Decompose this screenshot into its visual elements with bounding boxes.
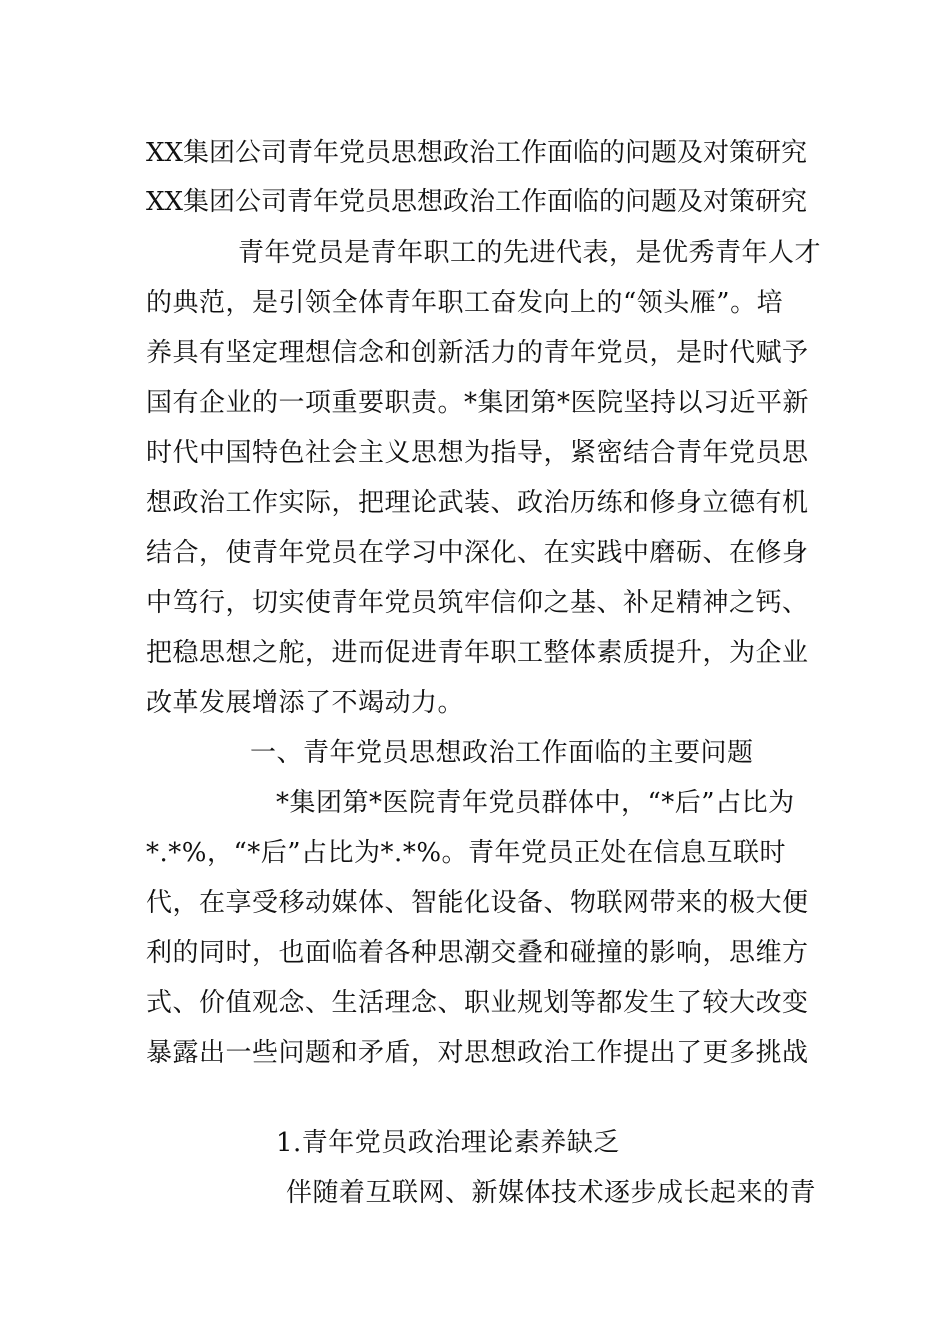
intro-line-5: 时代中国特色社会主义思想为指导，紧密结合青年党员思 <box>146 438 809 468</box>
intro-line-6: 想政治工作实际，把理论武装、政治历练和修身立德有机 <box>146 488 809 518</box>
intro-line-3: 养具有坚定理想信念和创新活力的青年党员，是时代赋予 <box>146 338 809 368</box>
section-line-4: 利的同时，也面临着各种思潮交叠和碰撞的影响，思维方 <box>146 938 809 968</box>
section-line-2: *.*%，“*后”占比为*.*%。青年党员正处在信息互联时 <box>146 838 787 868</box>
intro-line-10: 改革发展增添了不竭动力。 <box>146 688 465 718</box>
section-line-1: *集团第*医院青年党员群体中，“*后”占比为 <box>276 788 795 818</box>
section-line-6: 暴露出一些问题和矛盾，对思想政治工作提出了更多挑战 <box>146 1038 809 1068</box>
intro-line-8: 中笃行，切实使青年党员筑牢信仰之基、补足精神之钙、 <box>146 588 809 618</box>
intro-line-9: 把稳思想之舵，进而促进青年职工整体素质提升，为企业 <box>146 638 809 668</box>
document-title-repeat: XX集团公司青年党员思想政治工作面临的问题及对策研究 <box>146 187 808 217</box>
section-line-3: 代，在享受移动媒体、智能化设备、物联网带来的极大便 <box>146 888 809 918</box>
section-heading: 一、青年党员思想政治工作面临的主要问题 <box>250 738 754 768</box>
intro-line-4: 国有企业的一项重要职责。*集团第*医院坚持以习近平新 <box>146 388 810 418</box>
section-line-5: 式、价值观念、生活理念、职业规划等都发生了较大改变 <box>146 988 809 1018</box>
intro-line-1: 青年党员是青年职工的先进代表，是优秀青年人才 <box>238 238 822 268</box>
subheading-1: 1.青年党员政治理论素养缺乏 <box>276 1128 620 1158</box>
intro-line-7: 结合，使青年党员在学习中深化、在实践中磨砺、在修身 <box>146 538 809 568</box>
subsection-line-1: 伴随着互联网、新媒体技术逐步成长起来的青 <box>286 1178 817 1208</box>
intro-line-2: 的典范，是引领全体青年职工奋发向上的“领头雁”。培 <box>146 288 784 318</box>
document-title: XX集团公司青年党员思想政治工作面临的问题及对策研究 <box>146 138 808 168</box>
